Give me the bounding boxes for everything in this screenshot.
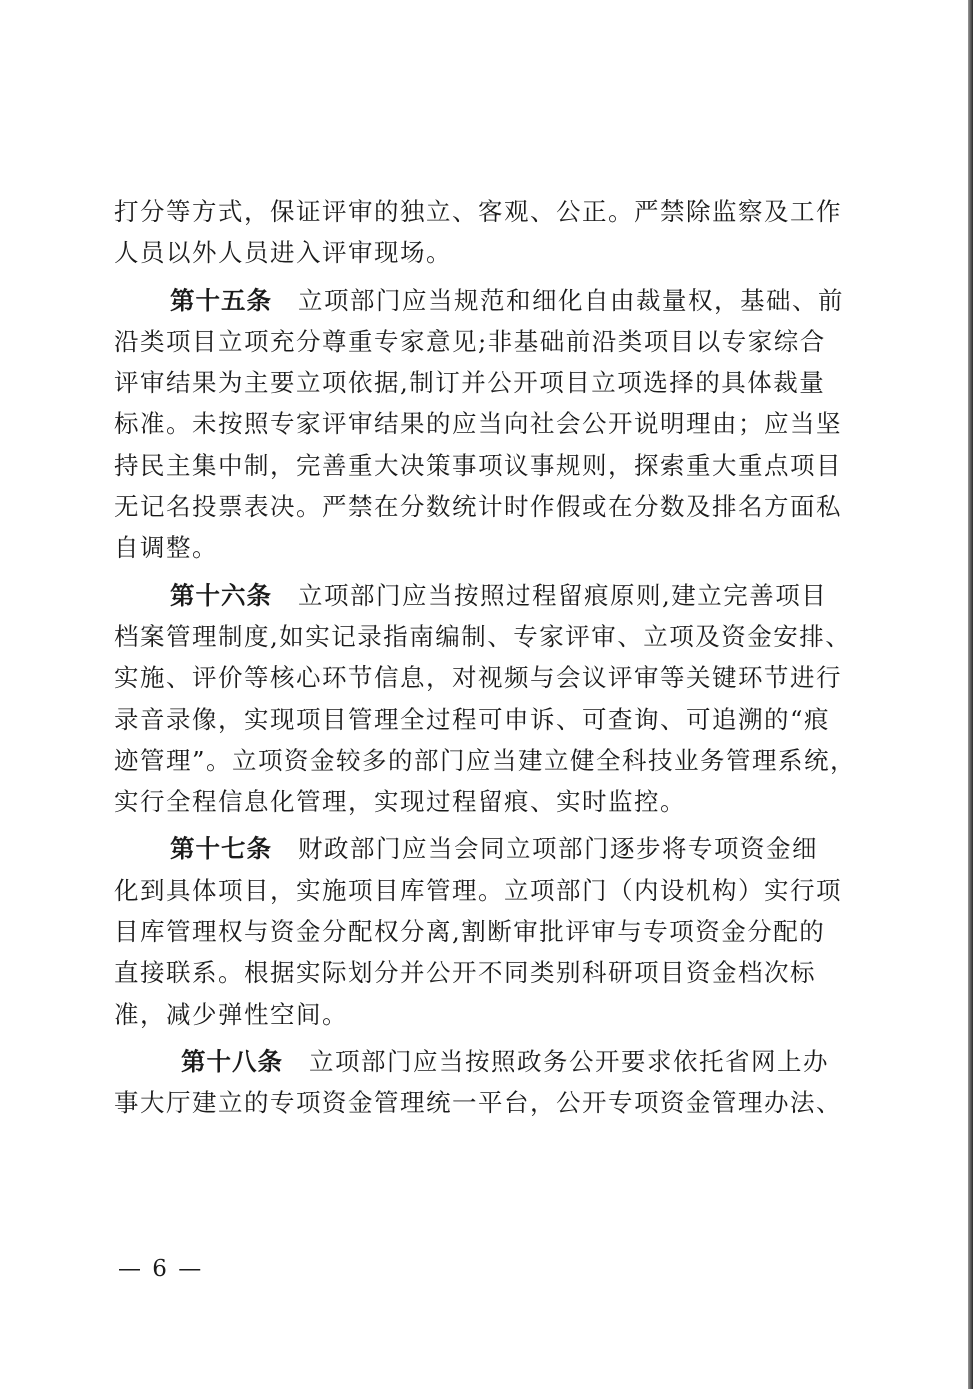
text-line: 目库管理权与资金分配权分离,割断审批评审与专项资金分配的 [114,917,826,947]
article-17-heading: 第十七条 [170,834,272,864]
article-18-heading: 第十八条 [181,1046,283,1076]
text-line: 直接联系。根据实际划分并公开不同类别科研项目资金档次标 [114,958,816,988]
scan-edge-shadow [968,0,973,1389]
text-line: 化到具体项目，实施项目库管理。立项部门（内设机构）实行项 [114,875,842,905]
article-18-first-text: 立项部门应当按照政务公开要求依托省网上办 [309,1046,829,1076]
article-18-first-line [114,1041,854,1082]
text-line: 沿类项目立项充分尊重专家意见;非基础前沿类项目以专家综合 [114,326,826,356]
article-16-heading: 第十六条 [170,580,272,610]
article-16-first-text: 立项部门应当按照过程留痕原则,建立完善项目 [298,580,828,610]
page-number: — 6 — [118,1256,204,1282]
text-line: 标准。未按照专家评审结果的应当向社会公开说明理由；应当坚 [114,409,842,439]
text-line: 实行全程信息化管理，实现过程留痕、实时监控。 [114,787,686,817]
text-line: 打分等方式，保证评审的独立、客观、公正。严禁除监察及工作 [114,197,842,226]
article-15-first-text: 立项部门应当规范和细化自由裁量权，基础、前 [298,285,844,315]
text-line: 人员以外人员进入评审现场。 [114,238,452,268]
text-line: 档案管理制度,如实记录指南编制、专家评审、立项及资金安排、 [114,621,852,651]
text-line: 录音录像，实现项目管理全过程可申诉、可查询、可追溯的“痕 [114,704,831,734]
article-15-first-line [114,280,854,321]
text-line: 事大厅建立的专项资金管理统一平台，公开专项资金管理办法、 [114,1088,842,1118]
text-line: 无记名投票表决。严禁在分数统计时作假或在分数及排名方面私 [114,492,842,522]
article-15-heading: 第十五条 [170,285,272,315]
text-line: 迹管理”。立项资金较多的部门应当建立健全科技业务管理系统， [114,745,857,775]
article-17-first-text: 财政部门应当会同立项部门逐步将专项资金细 [298,834,818,864]
text-line: 持民主集中制，完善重大决策事项议事规则，探索重大重点项目 [114,450,842,480]
text-line: 实施、评价等核心环节信息，对视频与会议评审等关键环节进行 [114,663,842,693]
article-16-first-line [114,575,854,616]
article-17-first-line [114,828,854,869]
text-line: 评审结果为主要立项依据,制订并公开项目立项选择的具体裁量 [114,368,826,398]
text-line: 准，减少弹性空间。 [114,999,348,1029]
text-line: 自调整。 [114,533,218,563]
document-body [114,191,857,1124]
